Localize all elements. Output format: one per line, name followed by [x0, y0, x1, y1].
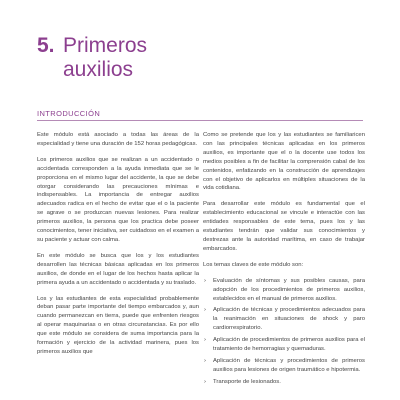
chapter-title-line1: Primeros — [63, 34, 148, 57]
list-item — [203, 378, 365, 387]
left-paragraph: Este módulo está asociado a todas las áreas de la especialidad y tiene una duración de 152 horas pedagógicas. — [37, 132, 199, 147]
bullet-icon: › — [204, 357, 206, 364]
list-item-text: Aplicación de procedimientos de primeros auxilios para el tratamiento de hemorragias y quemaduras. — [213, 337, 365, 353]
chapter-number: 5. — [37, 34, 55, 57]
bullet-icon: › — [204, 337, 206, 344]
bullet-icon: › — [204, 277, 206, 284]
list-item — [203, 357, 365, 375]
heading-divider — [37, 120, 363, 121]
list-item — [203, 277, 365, 304]
section-heading: INTRODUCCIÓN — [37, 109, 101, 118]
left-column — [37, 131, 199, 364]
key-topics-list — [203, 277, 365, 387]
right-column — [203, 131, 365, 390]
list-item-text: Evaluación de síntomas y sus posibles causas, para adopción de los procedimientos de primeros auxilios, establecidos en el manual de primeros auxilios. — [213, 277, 365, 302]
left-paragraph: Los primeros auxilios que se realizan a un accidentado o accidentada corresponden a la ayuda inmediata que se le proporciona en el mismo lugar del accidente, la que se debe otorgar considerando las precauciones mínimas e indispensables. La importancia de entregar auxilios adecuados radica en el hecho de evitar que el o la paciente se agrave o se produzcan nuevas lesiones. Para realizar primeros auxilios, la persona que los practica debe poseer conocimientos, tener iniciativa, ser cuidadoso en el examen a su paciente y actuar con calma. — [37, 156, 199, 243]
list-item-text: Aplicación de técnicas y procedimientos de primeros auxilios para lesiones de origen traumático e hipotermia. — [213, 357, 365, 373]
chapter-title — [37, 34, 148, 81]
list-item — [203, 306, 365, 333]
list-item — [203, 336, 365, 354]
right-paragraph: Como se pretende que los y las estudiantes se familiaricen con las principales técnicas aplicadas en los primeros auxilios, es importante que el o la docente use todos los medios posibles a fin de facilitar la comprensión cabal de los contenidos, enfatizando en la construcción de aprendizajes con el objetivo de aplicarlos en múltiples situaciones de la vida cotidiana. — [203, 132, 365, 192]
right-paragraph: Los temas claves de este módulo son: — [203, 261, 304, 268]
left-paragraph: En este módulo se busca que los y los estudiantes desarrollen las técnicas básicas aplicadas en los primeros auxilios, de donde en el lugar de los hechos hasta aplicar la primera ayuda a un accidentado o accidentada y su traslado. — [37, 252, 199, 286]
bullet-icon: › — [204, 378, 206, 385]
chapter-title-line2: auxilios — [63, 58, 134, 81]
right-paragraph: Para desarrollar este módulo es fundamental que el establecimiento educacional se vincule e interactúe con las entidades responsables de este tema, pues los y las estudiantes tendrán que validar sus conocimientos y destrezas ante la autoridad marítima, en caso de trabajar embarcados. — [203, 201, 365, 252]
bullet-icon: › — [204, 307, 206, 314]
list-item-text: Transporte de lesionados. — [213, 378, 281, 385]
list-item-text: Aplicación de técnicas y procedimientos adecuados para la reanimación en situaciones de shock y paro cardiorrespiratorio. — [213, 307, 365, 332]
left-paragraph: Los y las estudiantes de esta especialidad probablemente deban pasar parte importante del tiempo embarcados y, aun cuando permanezcan en tierra, puede que enfrenten riesgos al operar maquinarias o en otras circunstancias. Es por ello que este módulo se considera de suma importancia para la formación y ejercicio de la actividad marinera, pues los primeros auxilios que — [37, 295, 199, 355]
